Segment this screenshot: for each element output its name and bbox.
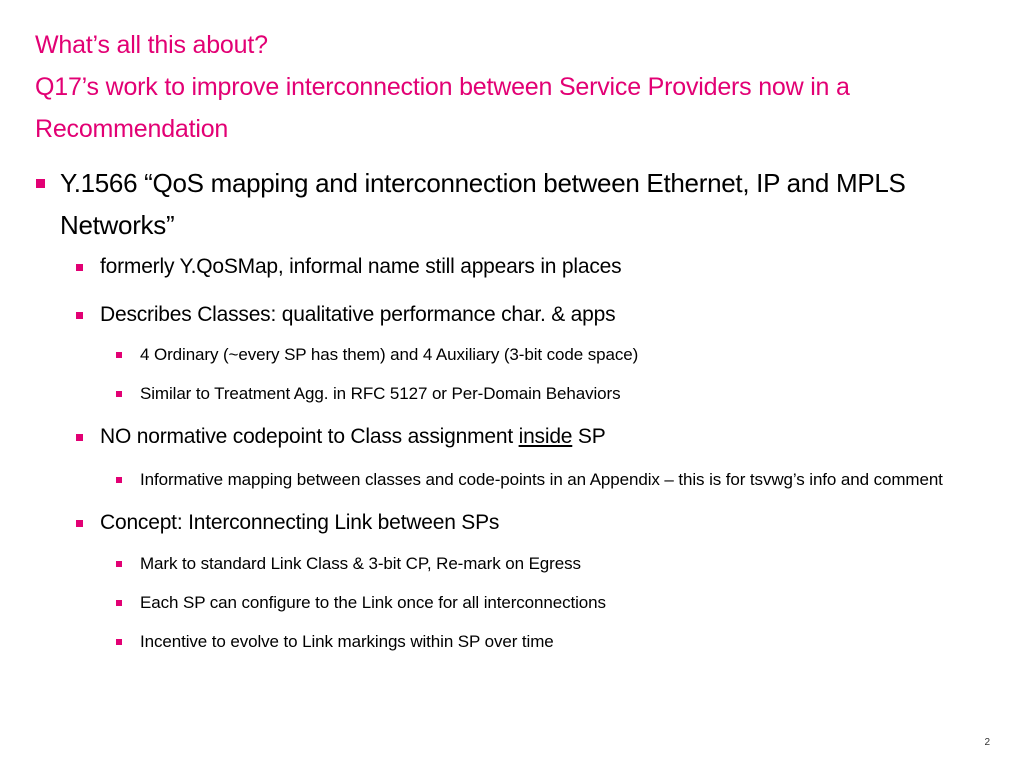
square-bullet-icon — [116, 477, 122, 483]
bullet-text: Mark to standard Link Class & 3-bit CP, Re-mark on Egress — [140, 554, 581, 573]
bullet-level2-describes-classes — [74, 300, 994, 330]
bullet-level3-ordinary-auxiliary — [115, 340, 994, 370]
page-number: 2 — [984, 737, 990, 748]
bullet-level3-informative-mapping — [115, 465, 994, 495]
underlined-word: inside — [518, 425, 573, 448]
bullet-level3-mark-to-standard — [115, 549, 994, 579]
title-line-3: Recommendation — [35, 115, 229, 143]
bullet-level2-formerly — [74, 252, 994, 282]
bullet-level3-incentive — [115, 627, 994, 657]
bullet-text-post: SP — [572, 425, 606, 448]
square-bullet-icon — [116, 600, 122, 606]
bullet-text: Y.1566 “QoS mapping and interconnection between Ethernet, IP and MPLS Networks” — [60, 168, 906, 240]
square-bullet-icon — [76, 264, 83, 271]
bullet-text: Each SP can configure to the Link once for all interconnections — [140, 593, 606, 612]
square-bullet-icon — [76, 520, 83, 527]
slide-body — [34, 162, 994, 657]
title-line-1: What’s all this about? — [35, 31, 268, 59]
square-bullet-icon — [116, 639, 122, 645]
bullet-level3-treatment-agg — [115, 379, 994, 409]
title-line-2: Q17’s work to improve interconnection between Service Providers now in a — [35, 73, 850, 101]
bullet-text: 4 Ordinary (~every SP has them) and 4 Auxiliary (3-bit code space) — [140, 345, 639, 364]
square-bullet-icon — [36, 179, 45, 188]
bullet-text-pre: NO normative codepoint to Class assignment — [100, 425, 519, 448]
bullet-text: Incentive to evolve to Link markings within SP over time — [140, 632, 554, 651]
bullet-level1-y1566 — [34, 162, 994, 246]
slide-title — [35, 24, 995, 150]
square-bullet-icon — [116, 561, 122, 567]
bullet-level2-no-normative — [74, 422, 994, 452]
bullet-text: formerly Y.QoSMap, informal name still appears in places — [100, 255, 622, 278]
bullet-text: Concept: Interconnecting Link between SPs — [100, 511, 500, 534]
bullet-text: Similar to Treatment Agg. in RFC 5127 or Per-Domain Behaviors — [140, 384, 621, 403]
square-bullet-icon — [76, 312, 83, 319]
bullet-text: Describes Classes: qualitative performance char. & apps — [100, 303, 616, 326]
bullet-level2-concept — [74, 508, 994, 538]
square-bullet-icon — [76, 434, 83, 441]
square-bullet-icon — [116, 391, 122, 397]
bullet-level3-each-sp — [115, 588, 994, 618]
square-bullet-icon — [116, 352, 122, 358]
bullet-text: Informative mapping between classes and code-points in an Appendix – this is for tsvwg’s info and comment — [140, 470, 943, 489]
